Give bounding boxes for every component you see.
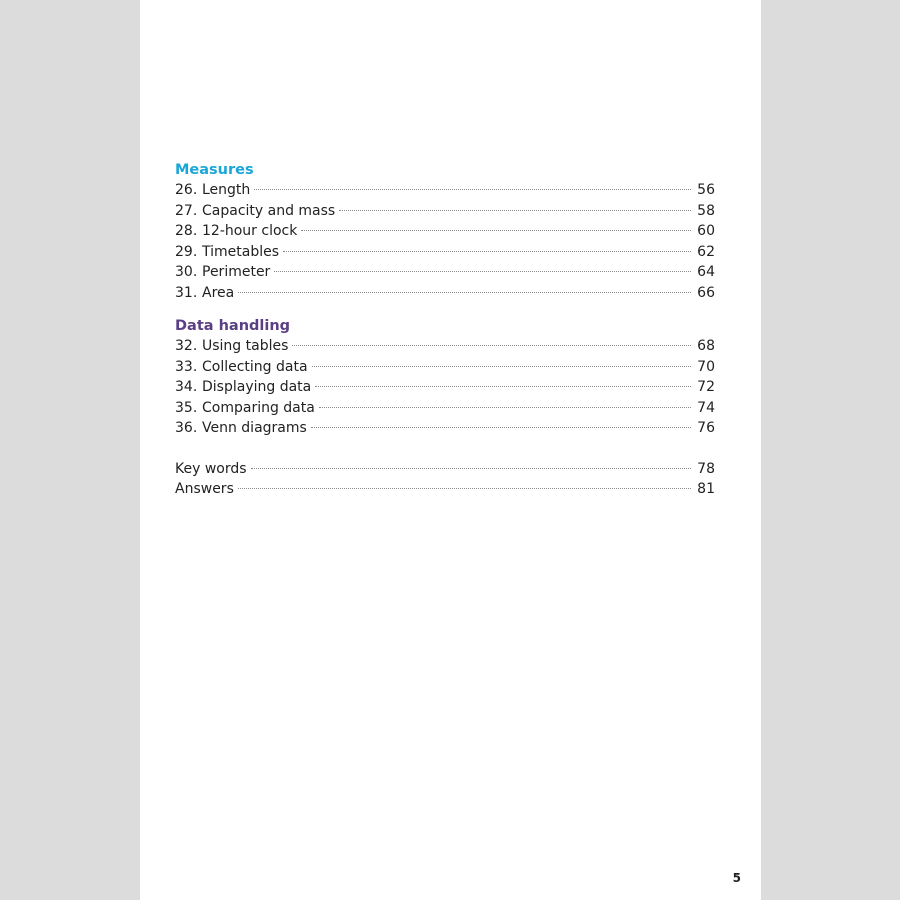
entry-page: 74 xyxy=(697,399,715,416)
entry-title: Displaying data xyxy=(202,379,312,395)
dot-leader xyxy=(339,210,691,211)
entry-number: 27. xyxy=(175,202,198,219)
toc-entry xyxy=(175,336,715,357)
toc-entry xyxy=(175,262,715,283)
toc-entry xyxy=(175,201,715,222)
toc-entry-answers xyxy=(175,479,715,500)
section-spacer xyxy=(175,439,715,459)
entry-page: 78 xyxy=(697,460,715,477)
entry-page: 64 xyxy=(697,264,715,280)
section-heading-measures: Measures xyxy=(175,162,254,178)
entry-page: 58 xyxy=(697,202,715,219)
entry-page: 76 xyxy=(697,420,715,436)
dot-leader xyxy=(319,407,691,408)
entry-title: Comparing data xyxy=(202,399,315,416)
entry-number: 34. xyxy=(175,379,198,395)
entry-number: 33. xyxy=(175,358,198,375)
entry-page: 62 xyxy=(697,243,715,260)
dot-leader xyxy=(315,386,691,387)
toc-entry-key-words xyxy=(175,459,715,480)
entry-page: 70 xyxy=(697,358,715,375)
entry-title: Timetables xyxy=(202,243,280,260)
entry-number: 26. xyxy=(175,182,198,198)
entry-title: Capacity and mass xyxy=(202,202,336,219)
entry-title: Using tables xyxy=(202,338,289,354)
entry-page: 56 xyxy=(697,182,715,198)
entry-page: 68 xyxy=(697,338,715,354)
dot-leader xyxy=(312,366,691,367)
entry-number: 31. xyxy=(175,284,198,301)
entry-number: 35. xyxy=(175,399,198,416)
entry-number: 29. xyxy=(175,243,198,260)
dot-leader xyxy=(251,468,691,469)
toc-entry xyxy=(175,357,715,378)
entry-number: 30. xyxy=(175,264,198,280)
entry-page: 72 xyxy=(697,379,715,395)
entry-title: Collecting data xyxy=(202,358,308,375)
entry-title: Venn diagrams xyxy=(202,420,307,436)
entry-title: Key words xyxy=(175,460,247,477)
entry-title: Perimeter xyxy=(202,264,271,280)
entry-page: 81 xyxy=(697,481,715,497)
section-heading-data-handling: Data handling xyxy=(175,318,291,334)
dot-leader xyxy=(238,292,691,293)
toc-entry xyxy=(175,418,715,439)
entry-number: 28. xyxy=(175,223,198,239)
toc-entry xyxy=(175,377,715,398)
document-page xyxy=(140,0,761,900)
entry-title: Answers xyxy=(175,481,234,497)
page-number: 5 xyxy=(732,871,741,885)
entry-page: 66 xyxy=(697,284,715,301)
dot-leader xyxy=(292,345,691,346)
dot-leader xyxy=(274,271,691,272)
toc-entry xyxy=(175,221,715,242)
entry-title: Area xyxy=(202,284,235,301)
dot-leader xyxy=(238,488,691,489)
dot-leader xyxy=(301,230,691,231)
entry-number: 32. xyxy=(175,338,198,354)
dot-leader xyxy=(283,251,691,252)
toc-entry xyxy=(175,283,715,304)
entry-title: 12-hour clock xyxy=(202,223,298,239)
toc-entry xyxy=(175,180,715,201)
entry-number: 36. xyxy=(175,420,198,436)
toc-entry xyxy=(175,242,715,263)
table-of-contents xyxy=(175,161,715,500)
dot-leader xyxy=(311,427,691,428)
entry-page: 60 xyxy=(697,223,715,239)
dot-leader xyxy=(254,189,691,190)
entry-title: Length xyxy=(202,182,251,198)
toc-entry xyxy=(175,398,715,419)
